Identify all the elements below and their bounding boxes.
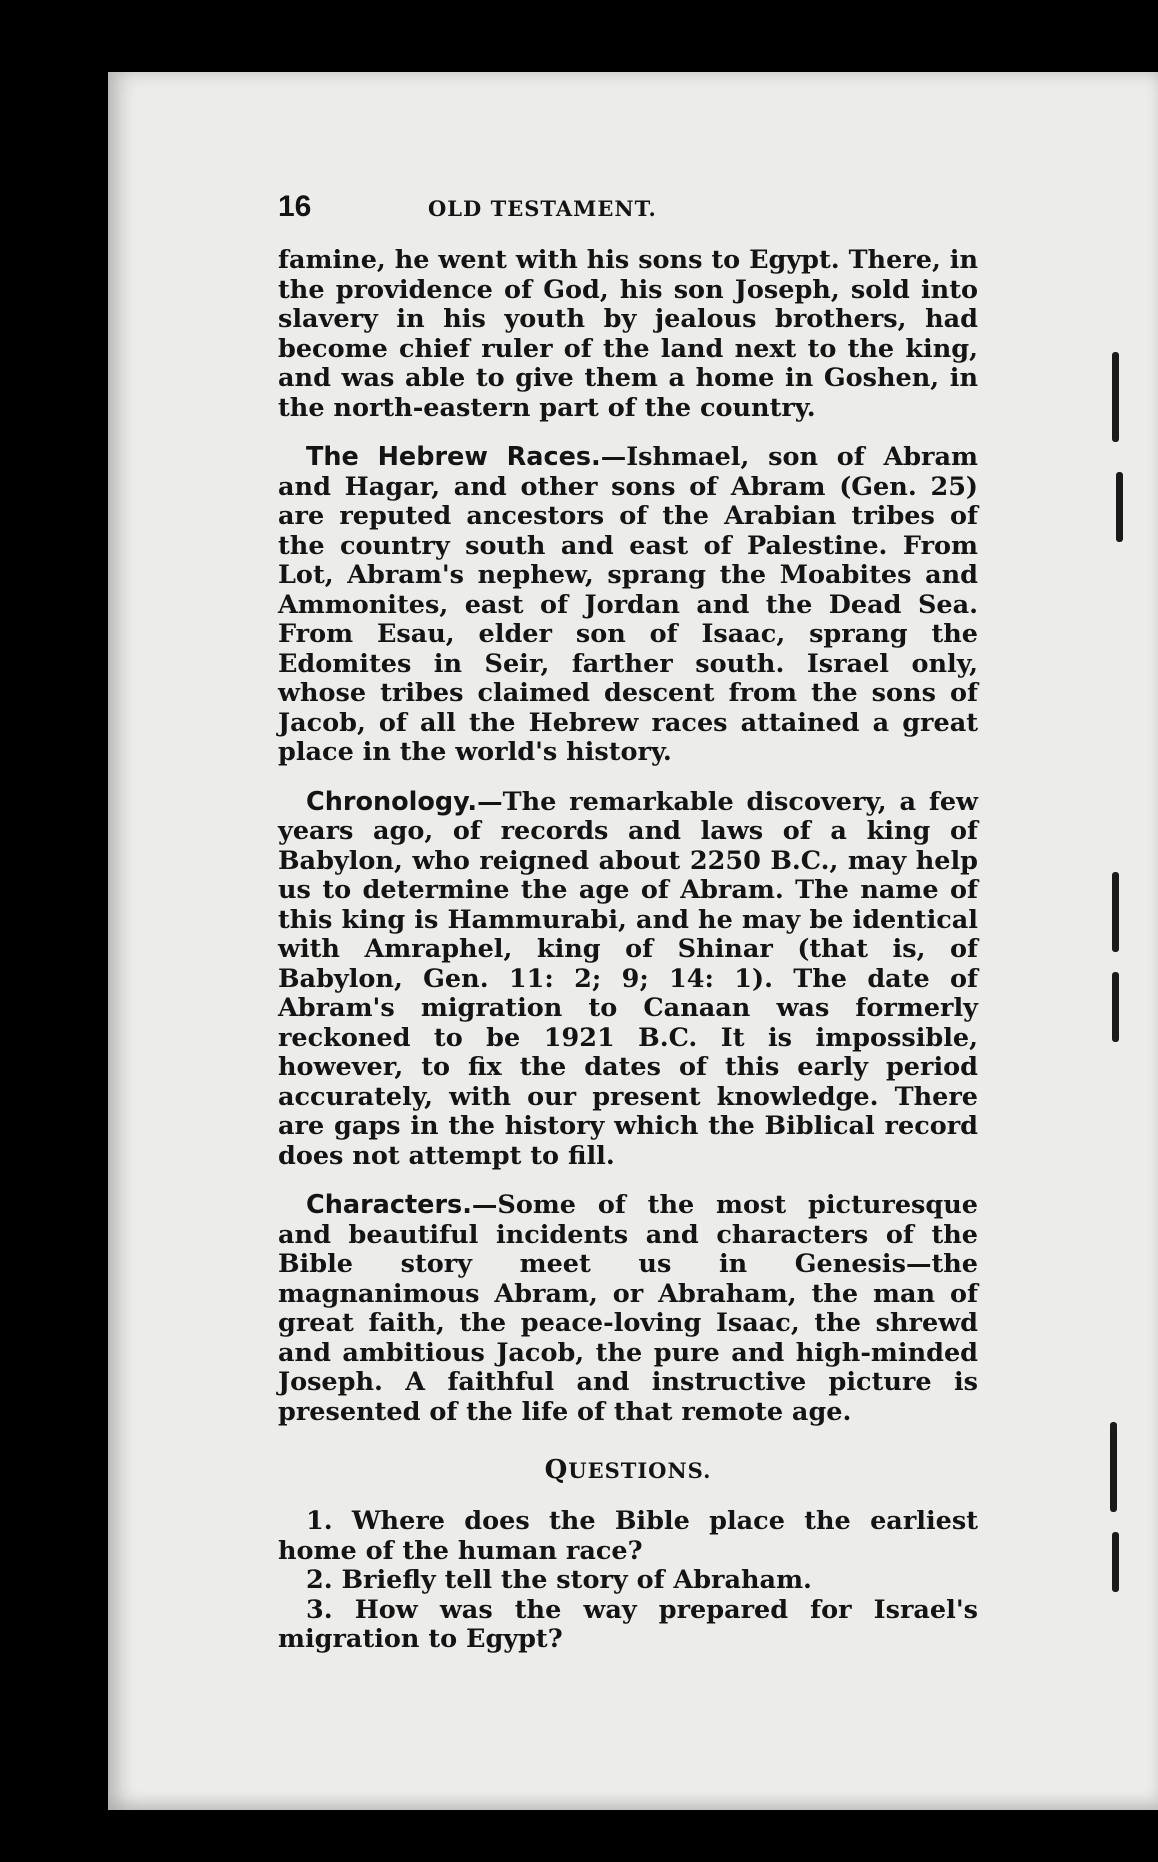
paragraph-text: —The remarkable discovery, a few years ago, of records and laws of a king of Babylon, who reigned about 2250 B.C., may help us to determine the age of Abram. The name of this king is Hammurabi, and he may be identical with Amraphel, king of Shinar (that is, of Babylon, Gen. 11: 2; 9; 14: 1). The date of Abram's migration to Canaan was formerly reckoned to be 1921 B.C. It is impossible, however, to fix the dates of this early period accurately, with our present knowledge. There are gaps in the history which the Biblical record does not attempt to fill. (278, 786, 978, 1171)
scan-edge-mark (1112, 352, 1119, 442)
section-lead: Characters. (306, 1190, 472, 1220)
question-item: 1. Where does the Bible place the earliest home of the human race? (278, 1506, 978, 1566)
paragraph-chronology (278, 788, 978, 1172)
question-item: 2. Briefly tell the story of Abraham. (306, 1565, 812, 1595)
questions-heading-cap: Q (544, 1455, 569, 1485)
section-lead: Chronology. (306, 786, 478, 817)
page-title: OLD TESTAMENT. (428, 196, 657, 221)
scan-edge-mark (1110, 1422, 1117, 1512)
section-lead: The Hebrew Races. (306, 442, 601, 472)
page-number: 16 (278, 190, 312, 223)
running-head (278, 190, 978, 224)
scan-edge-mark (1112, 972, 1119, 1042)
question-item: 3. How was the way prepared for Israel's migration to Egypt? (278, 1594, 978, 1654)
paragraph-text: —Ishmael, son of Abram and Hagar, and other sons of Abram (Gen. 25) are reputed ancestors of the Arabian tribes of the country south and east of Palestine. From Lot, Abram's nephew, sprang the Moabites and Ammonites, east of Jordan and the Dead Sea. From Esau, elder son of Isaac, sprang the Edomites in Seir, farther south. Israel only, whose tribes claimed descent from the sons of Jacob, of all the Hebrew races attained a great place in the world's history. (278, 442, 978, 767)
page-content (278, 190, 978, 1655)
scan-edge-mark (1112, 1532, 1119, 1592)
paragraph-text: —Some of the most picturesque and beautiful incidents and characters of the Bible story meet us in Genesis—the magnanimous Abram, or Abraham, the man of great faith, the peace-loving Isaac, the shrewd and ambitious Jacob, the pure and high-minded Joseph. A faithful and instructive picture is presented of the life of that remote age. (278, 1190, 978, 1427)
questions-heading (278, 1455, 978, 1485)
paragraph-characters (278, 1191, 978, 1427)
paragraph-hebrew-races (278, 443, 978, 768)
questions-heading-rest: UESTIONS. (568, 1458, 712, 1483)
scan-edge-mark (1112, 872, 1119, 952)
paragraph-continuation (278, 246, 978, 423)
scan-edge-mark (1116, 472, 1123, 542)
paragraph-text: famine, he went with his sons to Egypt. There, in the providence of God, his son Joseph, sold into slavery in his youth by jealous brothers, had become chief ruler of the land next to the king, and was able to give them a home in Goshen, in the north-eastern part of the country. (278, 245, 978, 423)
